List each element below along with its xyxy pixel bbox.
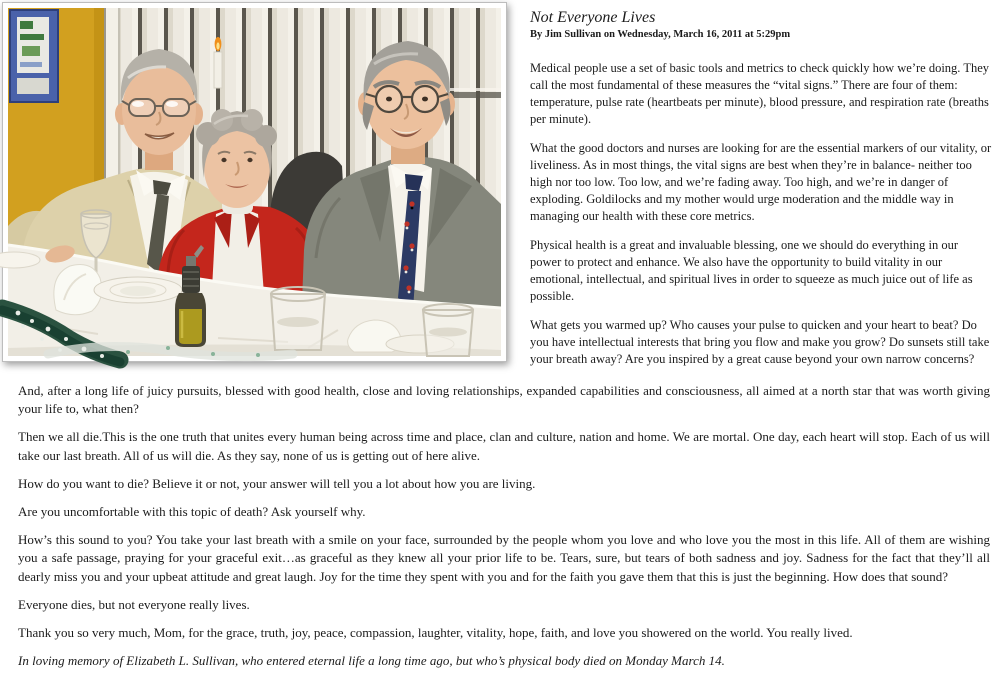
tumbler-glass-icon (271, 287, 325, 350)
memorial-line: In loving memory of Elizabeth L. Sullivan, who entered eternal life a long time ago, but who’s physical body died on Monday March 14. (18, 653, 725, 669)
paragraph-vital-signs: Medical people use a set of basic tools and metrics to check quickly how we’re doing. They call the most fundamental of these measures the “vital signs.” There are four of them: temperature, pulse rate (heartbeats per minute), blood pressure, and respiration rate (breaths per minute). (530, 60, 990, 126)
article-body-full (18, 382, 990, 680)
tumbler-glass2-icon (423, 304, 473, 356)
article-column (530, 8, 992, 380)
paragraph-thank-you: Thank you so very much, Mom, for the grace, truth, joy, peace, compassion, laughter, vitality, hope, faith, and love you showered on the world. You really lived. (18, 624, 853, 640)
plate-left-icon (0, 252, 40, 268)
memorial-photo (8, 8, 501, 356)
paragraph-physical-health: Physical health is a great and invaluable blessing, one we should do everything in our power to protect and enhance. We also have the opportunity to build vitality in our emotional, intellectual, and spiritual lives in order to squeeze as much juice out of life as possible. (530, 237, 973, 303)
paragraph-last-breath: How’s this sound to you? You take your last breath with a smile on your face, surrounded by the people whom you love and who love you the most in this life. All of them are wishing you a safe passage, praying for your graceful exit…as graceful as they knew all your prior life to be. Tears, sure, but tears of both sadness and joy. Sadness for the fact that they’ll all dearly miss you and your upbeat attitude and great laugh. Joy for the time they spent with you and for the faith you gave them that this is just the beginning. How does that sound? (18, 532, 990, 584)
candle-icon (214, 37, 222, 88)
paragraph-north-star: And, after a long life of juicy pursuits, blessed with good health, close and loving relationships, expanded capabilities and consciousness, all aimed at a north star that was worth giving your life to, what then? (18, 383, 990, 417)
photo-frame (2, 2, 507, 362)
paragraph-uncomfortable: Are you uncomfortable with this topic of death? Ask yourself why. (18, 503, 366, 519)
paragraph-everyone-dies: Everyone dies, but not everyone really lives. (18, 596, 250, 612)
paragraph-warmed-up: What gets you warmed up? Who causes your pulse to quicken and your heart to beat? Do you have intellectual interests that bring you flow and make you grow? Do sunsets still take your breath away? Are you inspired by a great cause beyond your own narrow concerns? (530, 317, 990, 366)
paragraph-we-all-die: Then we all die.This is the one truth that unites every human being across time and place, clan and culture, nation and home. We are mortal. One day, each heart will stop. Each of us will take our last breath. All of us will die. As they say, none of us is getting out of here alive. (18, 429, 990, 463)
paragraph-how-die: How do you want to die? Believe it or not, your answer will tell you a lot about how you are living. (18, 475, 536, 491)
plate-center-icon (94, 277, 182, 303)
article-byline: By Jim Sullivan on Wednesday, March 16, 2011 at 5:29pm (530, 29, 791, 41)
article-title: Not Everyone Lives (530, 9, 656, 26)
paragraph-balance: What the good doctors and nurses are looking for are the essential markers of our vitality, or liveliness. As in most things, the vital signs are best when they’re in balance- neither too high nor too low. Too low, and we’re fading away. Too high, and we’re in danger of exploding. Goldilocks and my mother would urge moderation and the middle way in managing our health with these core metrics. (530, 140, 992, 223)
poster-icon (10, 10, 58, 102)
